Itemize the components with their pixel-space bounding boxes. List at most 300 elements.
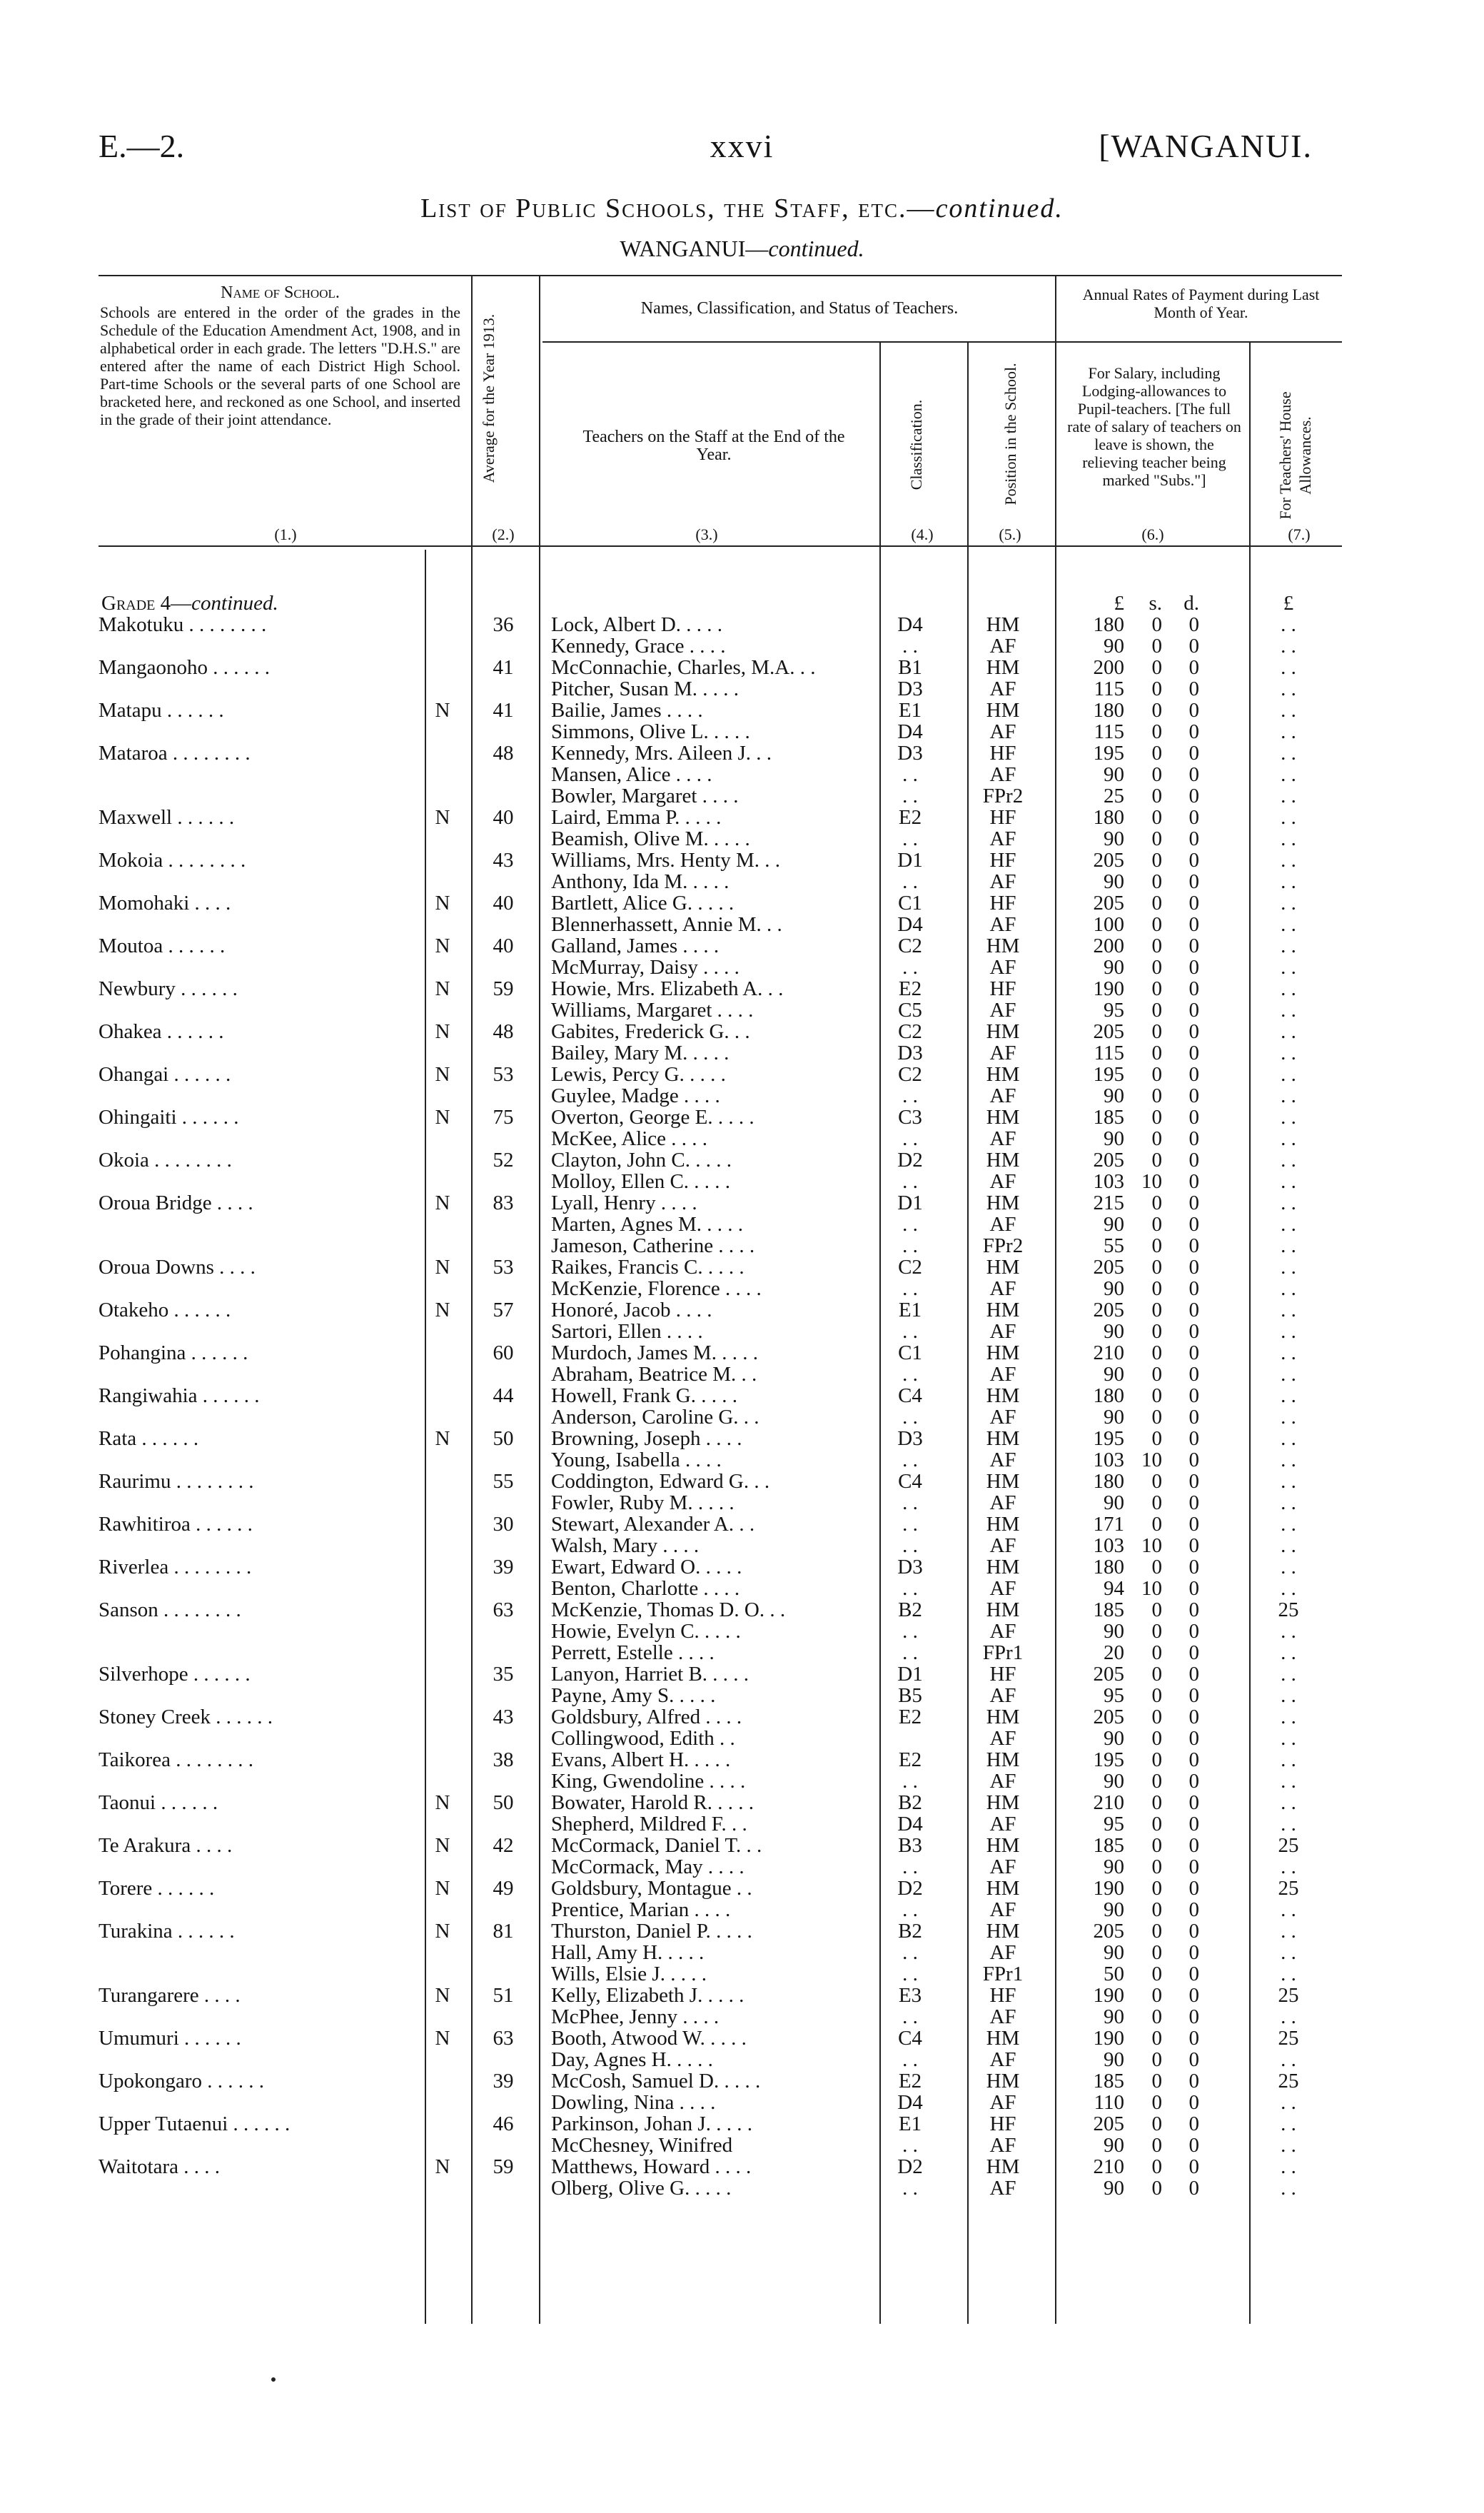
teacher-name: Abraham, Beatrice M. . . — [551, 1363, 757, 1386]
house-allowance: . . — [1281, 656, 1296, 679]
classification: E3 — [898, 1984, 922, 2007]
house-allowance: . . — [1281, 1234, 1296, 1257]
salary-shillings: 0 — [1151, 892, 1162, 915]
teacher-name: Marten, Agnes M. . . . . — [551, 1213, 744, 1236]
table-row — [0, 1920, 1484, 1942]
salary-pounds: 90 — [1104, 1213, 1124, 1236]
teacher-name: Pitcher, Susan M. . . . . — [551, 678, 740, 700]
teacher-name: Lyall, Henry . . . . — [551, 1192, 697, 1214]
salary-shillings: 0 — [1151, 1684, 1162, 1707]
salary-shillings: 0 — [1151, 956, 1162, 979]
position: HM — [986, 2027, 1020, 2050]
salary-pence: 0 — [1188, 1149, 1199, 1172]
table-row — [0, 957, 1484, 978]
teacher-name: Parkinson, Johan J. . . . . — [551, 2112, 752, 2135]
table-row — [0, 1449, 1484, 1471]
teacher-name: Anderson, Caroline G. . . — [551, 1406, 759, 1429]
position: AF — [989, 1170, 1016, 1193]
school-name: Torere . . . . . . — [99, 1877, 215, 1900]
salary-pounds: 210 — [1093, 2155, 1124, 2178]
salary-shillings: 0 — [1151, 1748, 1162, 1771]
classification: . . — [902, 1491, 918, 1514]
salary-shillings: 0 — [1151, 2134, 1162, 2157]
position: AF — [989, 2134, 1016, 2157]
table-row — [0, 1856, 1484, 1878]
salary-pence: 0 — [1188, 935, 1199, 957]
salary-shillings: 0 — [1151, 999, 1162, 1022]
school-name: Mataroa . . . . . . . . — [99, 742, 251, 765]
house-allowance: . . — [1281, 1706, 1296, 1728]
table-row — [0, 1385, 1484, 1406]
salary-pence: 0 — [1188, 1406, 1199, 1429]
salary-pounds: 195 — [1093, 742, 1124, 765]
table-header-rule — [99, 545, 1342, 547]
school-name: Silverhope . . . . . . — [99, 1663, 251, 1686]
teacher-name: Shepherd, Mildred F. . . — [551, 1813, 747, 1835]
teacher-name: Howie, Evelyn C. . . . . — [551, 1620, 741, 1643]
grade-row — [0, 593, 1484, 614]
salary-pounds: 180 — [1093, 699, 1124, 722]
house-allowance: . . — [1281, 1727, 1296, 1750]
salary-pounds: 90 — [1104, 763, 1124, 786]
average-attendance: 40 — [493, 806, 514, 829]
classification: D4 — [897, 1813, 923, 1835]
average-attendance: 42 — [493, 1834, 514, 1857]
house-allowance: . . — [1281, 1577, 1296, 1600]
teacher-name: Williams, Mrs. Henty M. . . — [551, 849, 781, 872]
salary-shillings: 0 — [1151, 1727, 1162, 1750]
house-allowance: . . — [1281, 1256, 1296, 1279]
school-name: Rawhitiroa . . . . . . — [99, 1513, 253, 1536]
house-allowance: . . — [1281, 720, 1296, 743]
salary-pounds: 95 — [1104, 1813, 1124, 1835]
table-row — [0, 1128, 1484, 1149]
salary-shillings: 0 — [1151, 1877, 1162, 1900]
salary-shillings: 0 — [1151, 699, 1162, 722]
table-row — [0, 1299, 1484, 1321]
average-attendance: 53 — [493, 1063, 514, 1086]
classification: C2 — [898, 1020, 922, 1043]
teacher-name: Dowling, Nina . . . . — [551, 2091, 716, 2114]
teacher-name: Goldsbury, Montague . . — [551, 1877, 752, 1900]
house-allowance: . . — [1281, 999, 1296, 1022]
classification: D2 — [897, 1877, 923, 1900]
average-attendance: 36 — [493, 613, 514, 636]
house-allowance: . . — [1281, 1813, 1296, 1835]
teacher-name: Bowater, Harold R. . . . . — [551, 1791, 754, 1814]
school-name: Newbury . . . . . . — [99, 977, 238, 1000]
house-allowance: . . — [1281, 1855, 1296, 1878]
house-allowance: . . — [1281, 1770, 1296, 1793]
average-attendance: 49 — [493, 1877, 514, 1900]
classification: D3 — [897, 742, 923, 765]
salary-pence: 0 — [1188, 1256, 1199, 1279]
teacher-name: McKenzie, Florence . . . . — [551, 1277, 762, 1300]
table-row — [0, 1642, 1484, 1663]
classification: . . — [902, 763, 918, 786]
classification: . . — [902, 1449, 918, 1471]
salary-pence: 0 — [1188, 1449, 1199, 1471]
teacher-name: McCosh, Samuel D. . . . . — [551, 2070, 761, 2093]
salary-shillings: 0 — [1151, 1984, 1162, 2007]
school-name: Ohakea . . . . . . — [99, 1020, 224, 1043]
position: FPr1 — [982, 1963, 1024, 1985]
position: AF — [989, 678, 1016, 700]
table-row — [0, 1621, 1484, 1642]
classification: C2 — [898, 1063, 922, 1086]
classification: . . — [902, 1941, 918, 1964]
position: HM — [986, 1598, 1020, 1621]
salary-shillings: 0 — [1151, 1256, 1162, 1279]
house-allowance: . . — [1281, 1684, 1296, 1707]
position: HM — [986, 1063, 1020, 1086]
teacher-name: Galland, James . . . . — [551, 935, 720, 957]
teacher-name: McMurray, Daisy . . . . — [551, 956, 740, 979]
position: HM — [986, 1834, 1020, 1857]
salary-pence: 0 — [1188, 1620, 1199, 1643]
table-row — [0, 1342, 1484, 1364]
column-number-4: (4.) — [911, 525, 934, 543]
position: HM — [986, 699, 1020, 722]
classification: B2 — [898, 1598, 922, 1621]
classification: . . — [902, 1770, 918, 1793]
table-top-rule — [99, 275, 1342, 276]
average-attendance: 43 — [493, 849, 514, 872]
classification: . . — [902, 2005, 918, 2028]
native-flag: N — [435, 1877, 450, 1900]
table-row — [0, 850, 1484, 871]
salary-pounds: 100 — [1093, 913, 1124, 936]
teacher-name: Perrett, Estelle . . . . — [551, 1641, 715, 1664]
salary-pounds: 215 — [1093, 1192, 1124, 1214]
position: FPr1 — [982, 1641, 1024, 1664]
salary-pence: 0 — [1188, 1427, 1199, 1450]
salary-pounds: 103 — [1093, 1170, 1124, 1193]
classification: D1 — [897, 1192, 923, 1214]
position: AF — [989, 1213, 1016, 1236]
salary-shillings: 0 — [1151, 870, 1162, 893]
table-row — [0, 2028, 1484, 2049]
table-row — [0, 1706, 1484, 1728]
salary-shillings: 0 — [1151, 1341, 1162, 1364]
position: AF — [989, 1042, 1016, 1064]
table-row — [0, 2092, 1484, 2113]
salary-pence: 0 — [1188, 1491, 1199, 1514]
classification-heading: Classification. — [907, 399, 925, 490]
salary-pence: 0 — [1188, 2027, 1199, 2050]
house-allowance: . . — [1281, 635, 1296, 658]
salary-pounds: 205 — [1093, 1020, 1124, 1043]
classification: D4 — [897, 613, 923, 636]
teacher-name: Wills, Elsie J. . . . . — [551, 1963, 707, 1985]
table-row — [0, 1085, 1484, 1107]
native-flag: N — [435, 1791, 450, 1814]
house-allowance: . . — [1281, 935, 1296, 957]
house-allowance: . . — [1281, 2091, 1296, 2114]
position: HM — [986, 1256, 1020, 1279]
teacher-name: McCormack, Daniel T. . . — [551, 1834, 762, 1857]
salary-pence: 0 — [1188, 635, 1199, 658]
native-flag: N — [435, 2155, 450, 2178]
salary-pounds: 205 — [1093, 1299, 1124, 1321]
salary-pounds: 90 — [1104, 1898, 1124, 1921]
salary-pence: 0 — [1188, 1320, 1199, 1343]
average-attendance: 48 — [493, 1020, 514, 1043]
salary-shillings: 0 — [1151, 1855, 1162, 1878]
table-row — [0, 1578, 1484, 1599]
classification: . . — [902, 785, 918, 807]
house-allowance: . . — [1281, 1427, 1296, 1450]
teacher-name: Anthony, Ida M. . . . . — [551, 870, 730, 893]
salary-pounds: 90 — [1104, 1127, 1124, 1150]
salary-pence: 0 — [1188, 1877, 1199, 1900]
table-row — [0, 1406, 1484, 1428]
salary-pounds: 95 — [1104, 999, 1124, 1022]
position: HF — [989, 849, 1016, 872]
salary-shillings: 0 — [1151, 1598, 1162, 1621]
school-name: Mangaonoho . . . . . . — [99, 656, 271, 679]
teacher-name: Lock, Albert D. . . . . — [551, 613, 723, 636]
average-attendance: 38 — [493, 1748, 514, 1771]
salary-pounds: 90 — [1104, 827, 1124, 850]
teacher-name: Gabites, Frederick G. . . — [551, 1020, 750, 1043]
salary-shillings: 0 — [1151, 2177, 1162, 2200]
house-allowance: . . — [1281, 1663, 1296, 1686]
school-name: Okoia . . . . . . . . — [99, 1149, 232, 1172]
position: HM — [986, 613, 1020, 636]
classification: . . — [902, 2177, 918, 2200]
salary-pence: 0 — [1188, 1641, 1199, 1664]
salary-shillings: 0 — [1151, 720, 1162, 743]
position: AF — [989, 2048, 1016, 2071]
salary-shillings: 0 — [1151, 678, 1162, 700]
salary-pence: 0 — [1188, 699, 1199, 722]
salary-pounds: 195 — [1093, 1063, 1124, 1086]
salary-pence: 0 — [1188, 1577, 1199, 1600]
salary-pounds: 195 — [1093, 1748, 1124, 1771]
salary-shillings: 0 — [1151, 763, 1162, 786]
house-allowance: 25 — [1278, 1877, 1299, 1900]
salary-pence: 0 — [1188, 1106, 1199, 1129]
column-number-5: (5.) — [999, 525, 1021, 543]
house-allowance: . . — [1281, 2155, 1296, 2178]
region-label: [WANGANUI. — [1099, 128, 1313, 164]
classification: D4 — [897, 913, 923, 936]
teacher-name: Clayton, John C. . . . . — [551, 1149, 732, 1172]
house-allowance: . . — [1281, 1470, 1296, 1493]
table-row — [0, 1042, 1484, 1064]
school-name: Raurimu . . . . . . . . — [99, 1470, 254, 1493]
salary-pounds: 205 — [1093, 1256, 1124, 1279]
table-row — [0, 1192, 1484, 1214]
salary-shillings: 0 — [1151, 2048, 1162, 2071]
shilling-symbol: s. — [1149, 592, 1162, 615]
salary-pence: 0 — [1188, 806, 1199, 829]
school-name: Ohangai . . . . . . — [99, 1063, 231, 1086]
house-allowance: . . — [1281, 1084, 1296, 1107]
classification: E2 — [898, 1748, 922, 1771]
table-row — [0, 1792, 1484, 1813]
position: AF — [989, 1770, 1016, 1793]
column-number-6: (6.) — [1141, 525, 1164, 543]
salary-pounds: 90 — [1104, 1320, 1124, 1343]
salary-pence: 0 — [1188, 1598, 1199, 1621]
house-allowance: 25 — [1278, 2070, 1299, 2093]
salary-pence: 0 — [1188, 1791, 1199, 1814]
teacher-name: Coddington, Edward G. . . — [551, 1470, 770, 1493]
position: AF — [989, 2091, 1016, 2114]
table-row — [0, 2156, 1484, 2177]
salary-shillings: 0 — [1151, 1020, 1162, 1043]
position: FPr2 — [982, 1234, 1024, 1257]
native-flag: N — [435, 892, 450, 915]
salary-pounds: 20 — [1104, 1641, 1124, 1664]
salary-pounds: 205 — [1093, 1149, 1124, 1172]
native-flag: N — [435, 977, 450, 1000]
salary-shillings: 0 — [1151, 2091, 1162, 2114]
salary-shillings: 0 — [1151, 1299, 1162, 1321]
teacher-name: Lanyon, Harriet B. . . . . — [551, 1663, 749, 1686]
salary-pence: 0 — [1188, 1341, 1199, 1364]
teacher-name: Sartori, Ellen . . . . — [551, 1320, 703, 1343]
table-row — [0, 1749, 1484, 1771]
classification: . . — [902, 2134, 918, 2157]
average-attendance: 60 — [493, 1341, 514, 1364]
teacher-name: Beamish, Olive M. . . . . — [551, 827, 750, 850]
table-row — [0, 1813, 1484, 1835]
position: AF — [989, 2177, 1016, 2200]
grade-label — [101, 593, 278, 614]
position: AF — [989, 720, 1016, 743]
table-row — [0, 1535, 1484, 1556]
house-allowance: . . — [1281, 1170, 1296, 1193]
school-name: Riverlea . . . . . . . . — [99, 1556, 252, 1578]
school-name: Waitotara . . . . — [99, 2155, 220, 2178]
salary-pence: 0 — [1188, 1706, 1199, 1728]
salary-pounds: 90 — [1104, 635, 1124, 658]
salary-pounds: 90 — [1104, 1084, 1124, 1107]
classification: D4 — [897, 720, 923, 743]
classification: C4 — [898, 2027, 922, 2050]
salary-pounds: 205 — [1093, 1706, 1124, 1728]
position: HM — [986, 1556, 1020, 1578]
position: AF — [989, 1449, 1016, 1471]
school-name: Rangiwahia . . . . . . — [99, 1384, 260, 1407]
classification: . . — [902, 1170, 918, 1193]
house-allowance: 25 — [1278, 2027, 1299, 2050]
salary-shillings: 0 — [1151, 2155, 1162, 2178]
position: AF — [989, 1277, 1016, 1300]
title-main-continued: continued. — [935, 193, 1064, 223]
salary-pence: 0 — [1188, 1834, 1199, 1857]
salary-heading: For Salary, including Lodging-allowances to Pupil-teachers. [The full rate of salary of teachers on leave is shown, the relieving teacher being marked "Subs."] — [1067, 364, 1241, 489]
salary-pounds: 90 — [1104, 1620, 1124, 1643]
position: HM — [986, 1149, 1020, 1172]
school-name: Otakeho . . . . . . — [99, 1299, 231, 1321]
names-header-rule — [542, 341, 1055, 343]
table-row — [0, 764, 1484, 785]
salary-pence: 0 — [1188, 656, 1199, 679]
salary-pounds: 90 — [1104, 1770, 1124, 1793]
average-attendance: 55 — [493, 1470, 514, 1493]
classification: B3 — [898, 1834, 922, 1857]
table-row — [0, 1171, 1484, 1192]
table-row — [0, 1492, 1484, 1514]
position: HF — [989, 977, 1016, 1000]
teacher-name: Bartlett, Alice G. . . . . — [551, 892, 735, 915]
average-attendance: 41 — [493, 699, 514, 722]
teachers-heading: Teachers on the Staff at the End of the Year. — [582, 428, 845, 464]
average-attendance: 52 — [493, 1149, 514, 1172]
name-of-school-note: Schools are entered in the order of the grades in the Schedule of the Education Amendment Act, 1908, and in alphabetical order in each grade. The letters "D.H.S." are entered after the name of each District High School. Part-time Schools or the several parts of one School are bracketed here, and reckoned as one School, and inserted in the grade of their joint attendance. — [100, 303, 460, 428]
column-number-1: (1.) — [274, 525, 297, 543]
teacher-name: Lewis, Percy G. . . . . — [551, 1063, 726, 1086]
salary-pounds: 25 — [1104, 785, 1124, 807]
average-attendance: 51 — [493, 1984, 514, 2007]
salary-pence: 0 — [1188, 1042, 1199, 1064]
salary-pounds: 200 — [1093, 935, 1124, 957]
salary-shillings: 0 — [1151, 613, 1162, 636]
house-allowance: . . — [1281, 913, 1296, 936]
house-allowance: . . — [1281, 1556, 1296, 1578]
teacher-name: McConnachie, Charles, M.A. . . — [551, 656, 816, 679]
school-name: Oroua Downs . . . . — [99, 1256, 256, 1279]
table-row — [0, 999, 1484, 1021]
average-attendance: 63 — [493, 1598, 514, 1621]
salary-pence: 0 — [1188, 2005, 1199, 2028]
position: HM — [986, 1192, 1020, 1214]
salary-pounds: 90 — [1104, 956, 1124, 979]
average-attendance: 44 — [493, 1384, 514, 1407]
salary-shillings: 10 — [1141, 1577, 1162, 1600]
salary-shillings: 0 — [1151, 1941, 1162, 1964]
salary-pence: 0 — [1188, 1192, 1199, 1214]
grade-text: Grade 4— — [101, 592, 192, 615]
salary-shillings: 0 — [1151, 2070, 1162, 2093]
document-title — [0, 193, 1484, 224]
position: AF — [989, 827, 1016, 850]
salary-pounds: 210 — [1093, 1341, 1124, 1364]
teacher-name: Howie, Mrs. Elizabeth A. . . — [551, 977, 784, 1000]
salary-pence: 0 — [1188, 2177, 1199, 2200]
salary-pounds: 205 — [1093, 2112, 1124, 2135]
salary-shillings: 0 — [1151, 1470, 1162, 1493]
classification: . . — [902, 2048, 918, 2071]
salary-pounds: 185 — [1093, 1598, 1124, 1621]
house-allowance: . . — [1281, 1963, 1296, 1985]
classification: . . — [902, 1127, 918, 1150]
classification: B2 — [898, 1920, 922, 1943]
house-allowance: . . — [1281, 849, 1296, 872]
teacher-name: Olberg, Olive G. . . . . — [551, 2177, 732, 2200]
salary-pence: 0 — [1188, 1470, 1199, 1493]
house-allowance: . . — [1281, 1534, 1296, 1557]
table-row — [0, 635, 1484, 657]
page-mark — [271, 2377, 276, 2382]
salary-shillings: 0 — [1151, 1556, 1162, 1578]
salary-pence: 0 — [1188, 2070, 1199, 2093]
school-name: Matapu . . . . . . — [99, 699, 224, 722]
teacher-name: Day, Agnes H. . . . . — [551, 2048, 713, 2071]
classification: D3 — [897, 678, 923, 700]
classification: C1 — [898, 1341, 922, 1364]
classification: . . — [902, 827, 918, 850]
table-row — [0, 871, 1484, 892]
position: HM — [986, 656, 1020, 679]
house-allowance: . . — [1281, 892, 1296, 915]
average-attendance: 40 — [493, 892, 514, 915]
house-allowance: . . — [1281, 1898, 1296, 1921]
